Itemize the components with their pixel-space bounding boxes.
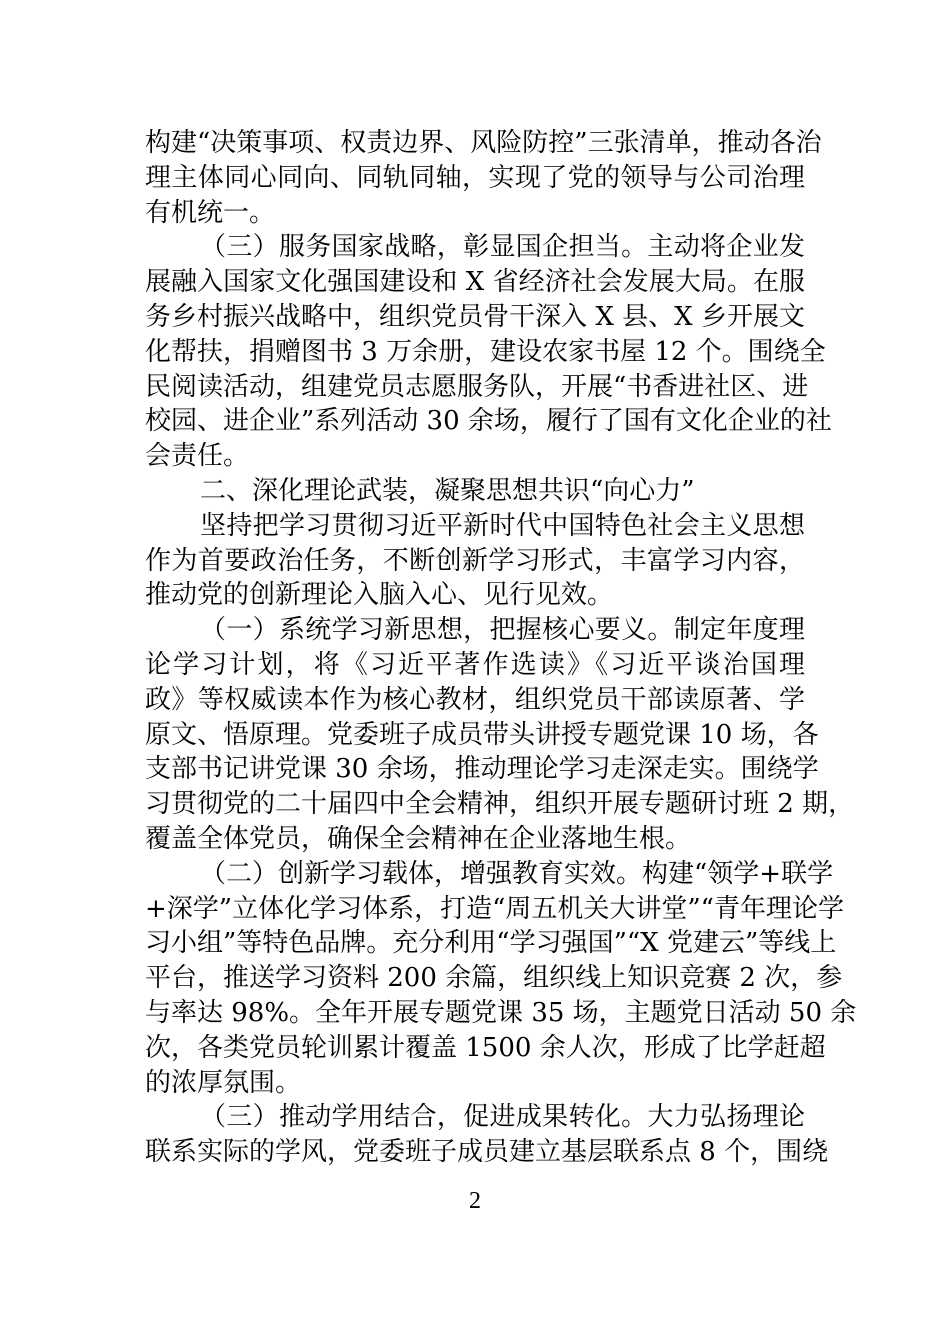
text-line: 政》等权威读本作为核心教材，组织党员干部读原著、学 — [145, 684, 805, 715]
text-line: （三）服务国家战略，彰显国企担当。主动将企业发 — [200, 232, 805, 263]
paragraph — [145, 230, 832, 474]
text-line: 二、深化理论武装，凝聚思想共识“向心力” — [200, 475, 695, 506]
page-number: 2 — [469, 1188, 481, 1214]
text-line: 习贯彻党的二十届四中全会精神，组织开展专题研讨班 2 期， — [145, 789, 855, 820]
text-line: 务乡村振兴战略中，组织党员骨干深入 X 县、X 乡开展文 — [145, 301, 805, 332]
text-line: 化帮扶，捐赠图书 3 万余册，建设农家书屋 12 个。围绕全 — [145, 336, 826, 367]
paragraph — [145, 1100, 829, 1170]
text-line: 的浓厚氛围。 — [145, 1067, 302, 1098]
text-line: 坚持把学习贯彻习近平新时代中国特色社会主义思想 — [200, 510, 805, 541]
text-line: 会责任。 — [145, 441, 250, 472]
paragraph — [145, 509, 805, 613]
text-line: 次，各类党员轮训累计覆盖 1500 余人次，形成了比学赶超 — [145, 1032, 826, 1063]
text-line: 理主体同心同向、同轨同轴，实现了党的领导与公司治理 — [145, 162, 805, 193]
text-line: 构建“决策事项、权责边界、风险防控”三张清单，推动各治 — [145, 128, 822, 158]
text-line: 论学习计划，将《习近平著作选读》《习近平谈治国理 — [145, 649, 805, 680]
text-line: （一）系统学习新思想，把握核心要义。制定年度理 — [200, 615, 805, 646]
paragraph — [145, 613, 855, 857]
text-line: 民阅读活动，组建党员志愿服务队，开展“书香进社区、进 — [145, 371, 809, 402]
text-line: 校园、进企业”系列活动 30 余场，履行了国有文化企业的社 — [145, 406, 832, 437]
text-line: 作为首要政治任务，不断创新学习形式，丰富学习内容， — [145, 545, 805, 576]
text-line: 联系实际的学风，党委班子成员建立基层联系点 8 个，围绕 — [145, 1137, 829, 1168]
text-line: （二）创新学习载体，增强教育实效。构建“领学+联学 — [200, 858, 834, 889]
text-line: 推动党的创新理论入脑入心、见行见效。 — [145, 580, 614, 611]
text-line: 有机统一。 — [145, 197, 276, 228]
paragraph — [145, 126, 822, 230]
paragraph — [145, 857, 857, 1101]
text-line: +深学”立体化学习体系，打造“周五机关大讲堂”“青年理论学 — [145, 893, 844, 924]
text-line: （三）推动学用结合，促进成果转化。大力弘扬理论 — [200, 1102, 805, 1133]
text-line: 原文、悟原理。党委班子成员带头讲授专题党课 10 场，各 — [145, 719, 819, 750]
text-line: 展融入国家文化强国建设和 X 省经济社会发展大局。在服 — [145, 267, 805, 298]
section-heading — [145, 474, 805, 509]
text-line: 支部书记讲党课 30 余场，推动理论学习走深走实。围绕学 — [145, 754, 819, 785]
text-line: 与率达 98%。全年开展专题党课 35 场，主题党日活动 50 余 — [145, 997, 857, 1028]
text-line: 覆盖全体党员，确保全会精神在企业落地生根。 — [145, 823, 692, 854]
document-body — [145, 126, 857, 1170]
text-line: 习小组”等特色品牌。充分利用“学习强国”“X 党建云”等线上 — [145, 928, 837, 959]
text-line: 平台，推送学习资料 200 余篇，组织线上知识竞赛 2 次，参 — [145, 963, 843, 994]
